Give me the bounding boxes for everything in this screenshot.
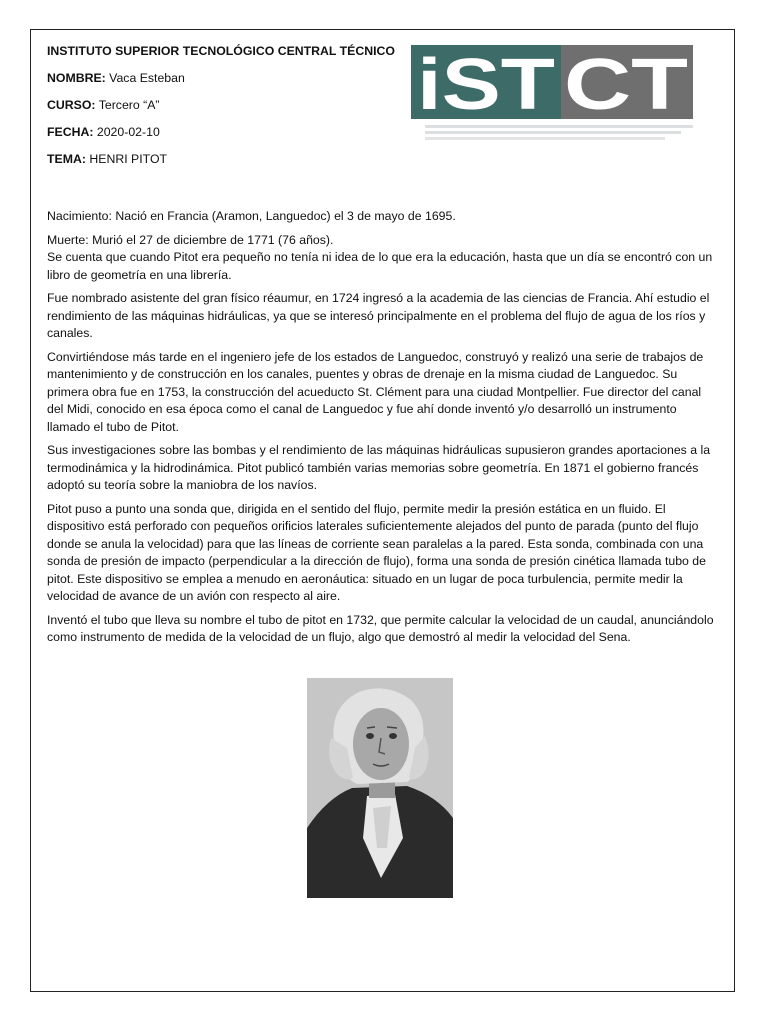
fecha-label: FECHA: — [47, 125, 94, 139]
pitot-portrait — [307, 678, 453, 898]
document-page — [30, 29, 735, 992]
paragraph-languedoc: Convirtiéndose más tarde en el ingeniero jefe de los estados de Languedoc, construyó y realizó una serie de trabajos de mantenimiento y de construcción en los canales, puentes y obras de drenaje en la misma ciudad de Languedoc. Su primera obra fue en 1753, la construcción del acueducto St. Clément para una ciudad Montpellier. Fue director del canal del Midi, conocido en esa época como el canal de Languedoc y fue ahí donde inventó y/o desarrolló un instrumento llamado el tubo de Pitot. — [47, 349, 704, 434]
curso-label: CURSO: — [47, 98, 96, 112]
istct-logo — [411, 45, 693, 155]
paragraph-infancia: Se cuenta que cuando Pitot era pequeño no tenía ni idea de lo que era la educación, hasta que un día se encontró con un libro de geometría en una librería. — [47, 250, 713, 282]
fecha-value: 2020-02-10 — [96, 125, 160, 139]
curso-value: Tercero “A” — [98, 98, 160, 112]
logo-text-left: iST — [417, 45, 556, 125]
nombre-value: Vaca Esteban — [109, 71, 185, 85]
nombre-line — [47, 71, 417, 85]
paragraph-sonda: Pitot puso a punto una sonda que, dirigida en el sentido del flujo, permite medir la presión estática en un fluido. El dispositivo está perforado con pequeños orificios laterales suficientemente alejados del punto de parada (punto del flujo donde se anula la velocidad) para que las líneas de corriente sean paralelas a la pared. Esta sonda, combinada con una sonda de presión de impacto (perpendicular a la dirección de flujo), forma una sonda de presión cinética llamada tubo de pitot. Este dispositivo se emplea a menudo en aeronáutica: situado en un lugar de poca turbulencia, permite medir la velocidad de avance de un avión con respecto al aire. — [47, 501, 706, 603]
paragraph-nacimiento: Nacimiento: Nació en Francia (Aramon, Languedoc) el 3 de mayo de 1695. — [47, 209, 456, 223]
document-body — [47, 208, 719, 653]
logo-tagline-blur — [425, 125, 693, 140]
paragraph-tubo: Inventó el tubo que lleva su nombre el tubo de pitot en 1732, que permite calcular la velocidad de un caudal, anunciándolo como instrumento de medida de la velocidad de un flujo, algo que demostró al medir la velocidad del Sena. — [47, 612, 714, 644]
logo-text-right: CT — [564, 45, 689, 125]
tema-line — [47, 152, 417, 166]
paragraph-investigaciones: Sus investigaciones sobre las bombas y el rendimiento de las máquinas hidráulicas supusieron grandes aportaciones a la termodinámica y la hidrodinámica. Pitot publicó también varias memorias sobre geometría. En 1871 el gobierno francés adoptó su teoría sobre la maniobra de los navíos. — [47, 443, 711, 492]
nombre-label: NOMBRE: — [47, 71, 106, 85]
curso-line — [47, 98, 417, 112]
paragraph-academia: Fue nombrado asistente del gran físico réaumur, en 1724 ingresó a la academia de las ciencias de Francia. Ahí estudio el rendimiento de las máquinas hidráulicas, ya que se interesó principalmente en el problema del flujo de agua de los ríos y canales. — [47, 291, 710, 340]
tema-value: HENRI PITOT — [89, 152, 168, 166]
tema-label: TEMA: — [47, 152, 86, 166]
document-header — [47, 44, 417, 179]
fecha-line — [47, 125, 417, 139]
institute-line: INSTITUTO SUPERIOR TECNOLÓGICO CENTRAL TÉCNICO — [47, 44, 395, 58]
paragraph-muerte: Muerte: Murió el 27 de diciembre de 1771 (76 años). — [47, 232, 334, 247]
